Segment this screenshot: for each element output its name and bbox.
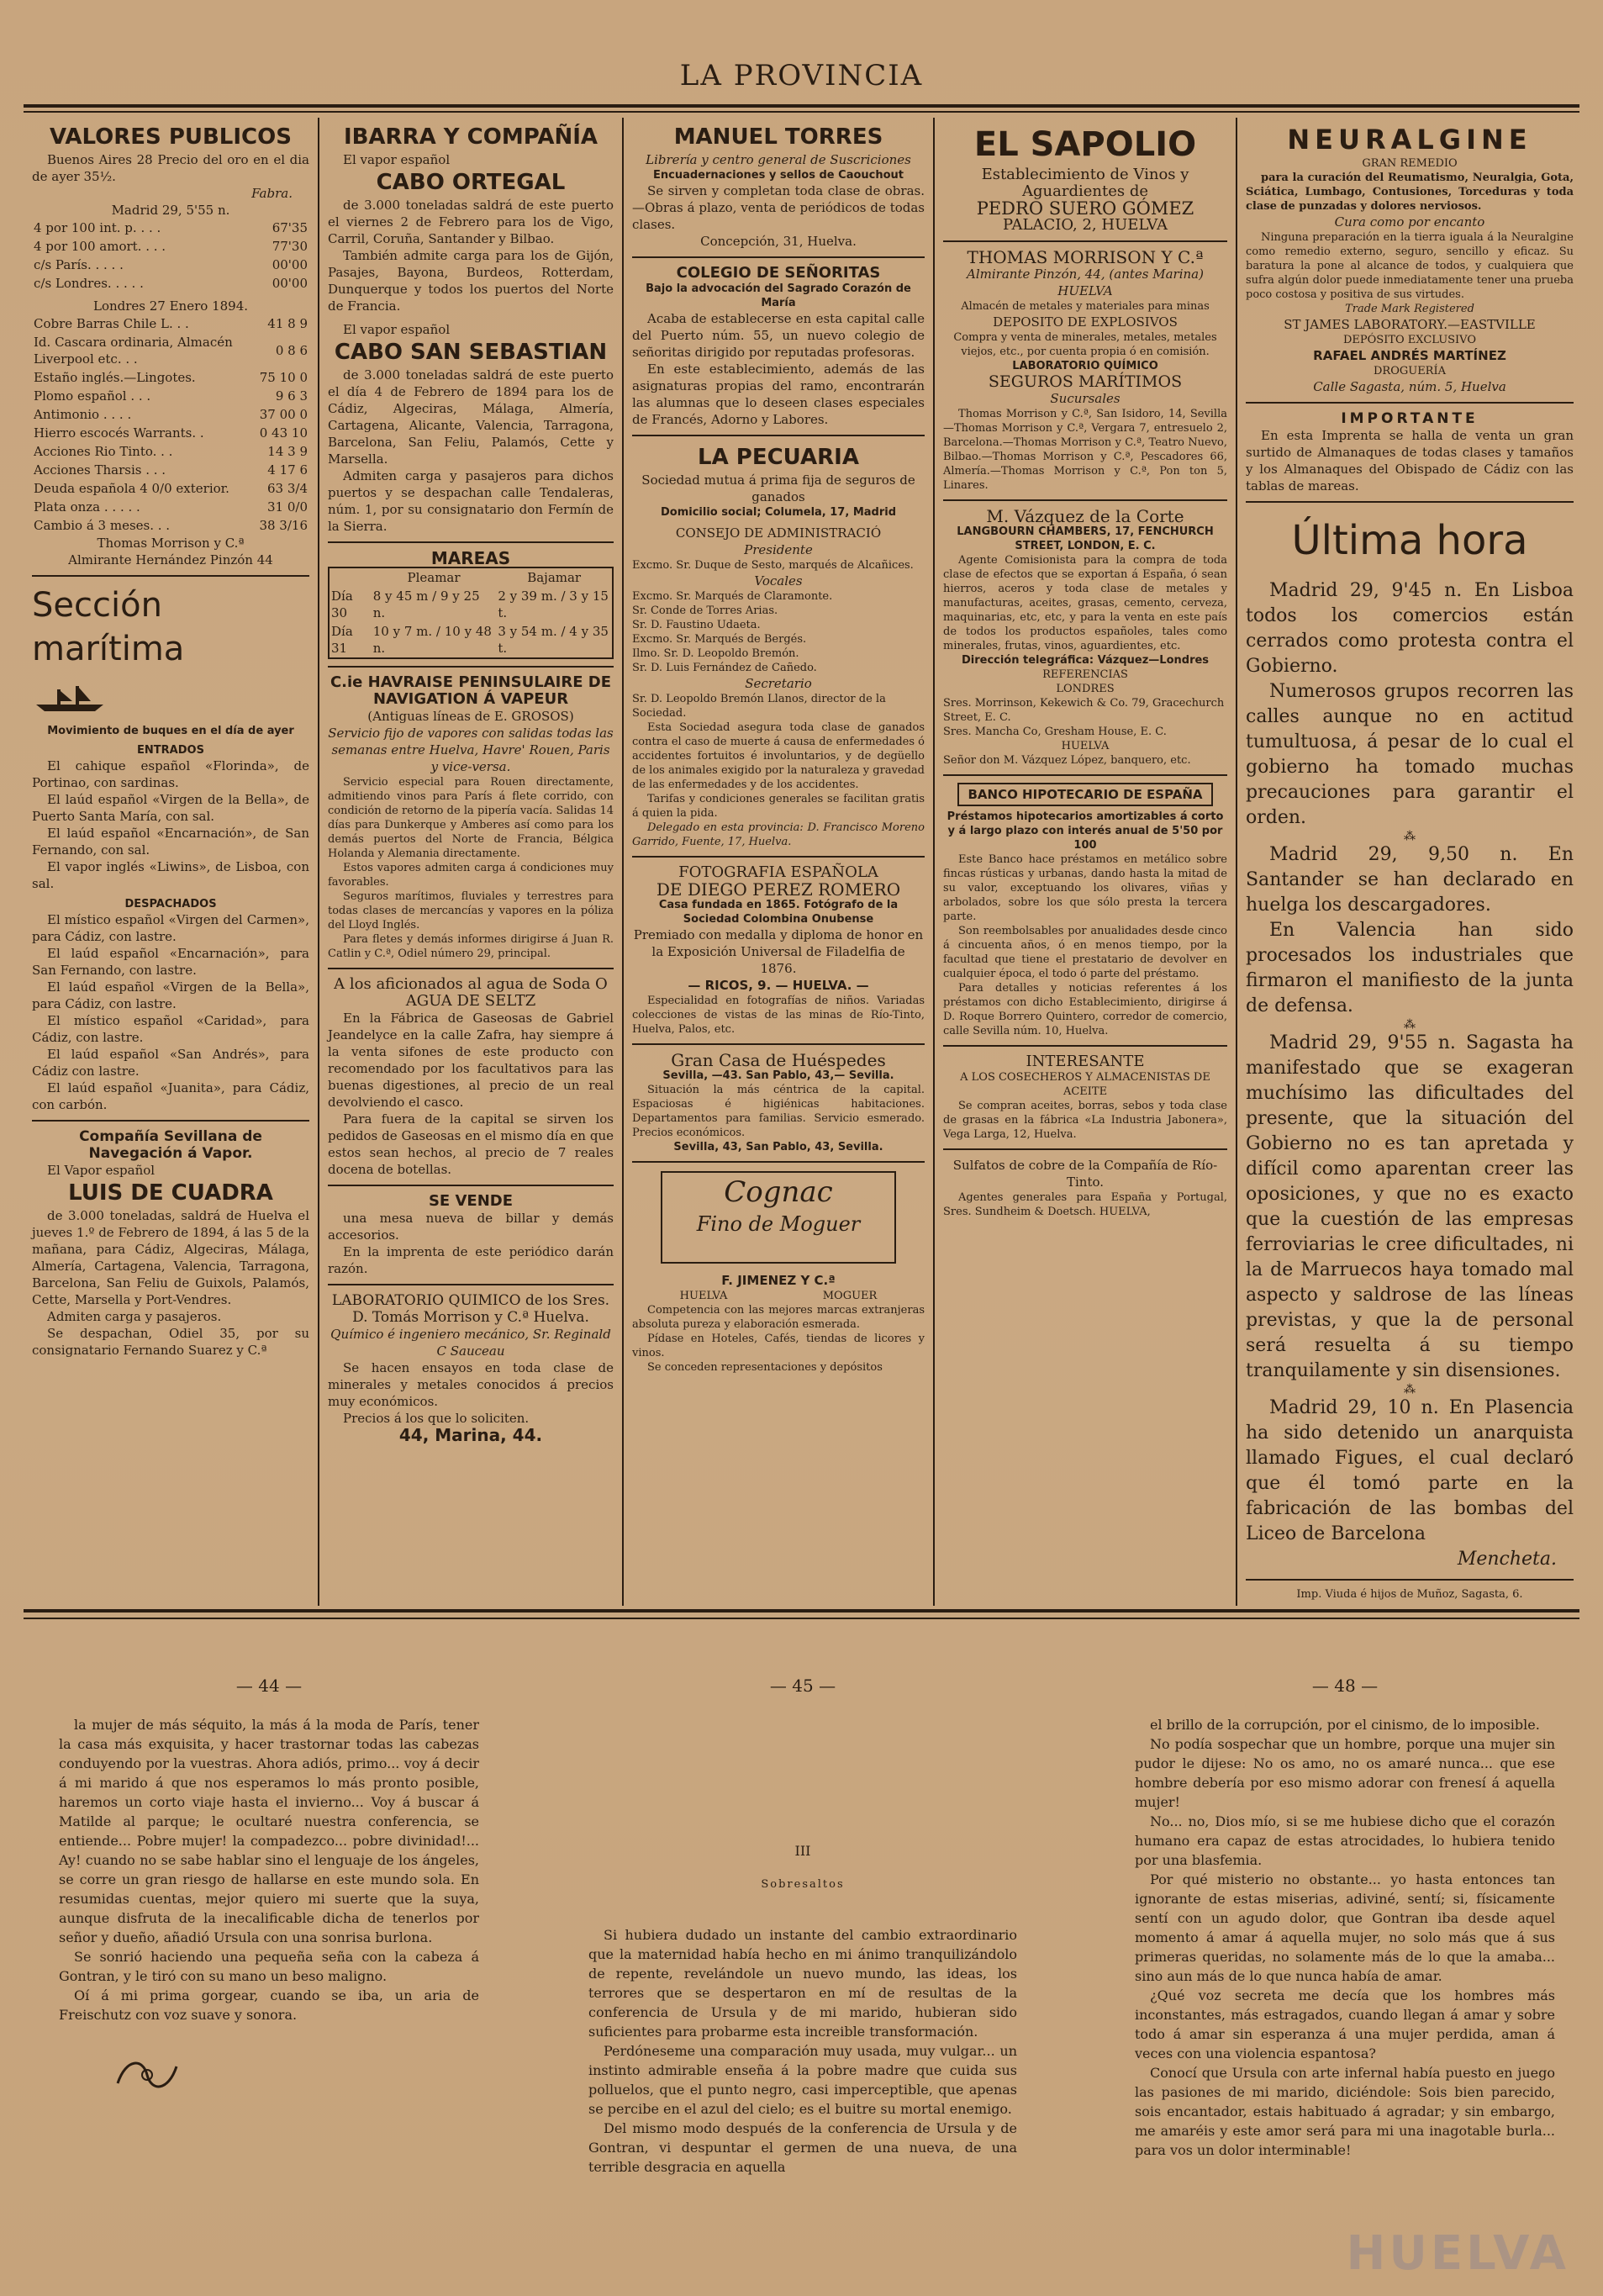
cognac-logo (661, 1171, 896, 1264)
divider (943, 240, 1227, 242)
list-item: Sres. Morrinson, Kekewich & Co. 79, Gracechurch Street, E. C. (943, 697, 1225, 724)
paragraph: Agentes generales para España y Portugal, Sres. Sundheim & Doetsch. HUELVA, (943, 1191, 1227, 1218)
paragraph: Se conceden representaciones y depósitos (647, 1361, 883, 1374)
table-row: Plata onza . . . . . 31 0/0 (34, 499, 308, 515)
subheading: Dirección telegráfica: Vázquez—Londres (961, 654, 1210, 667)
divider (328, 541, 614, 543)
list-item: El laúd español «Juanita», para Cádiz, con carbón. (32, 1080, 309, 1112)
paragraph: Para fuera de la capital se sirven los pedidos de Gaseosas en el mismo día en que estos sean hechos, al precio de 7 reales docena de botellas. (328, 1111, 614, 1177)
paragraph: En este establecimiento, además de las asignaturas propias del ramo, encontrarán las alumnas que lo deseen clases especiales de Francés, Adorno y Labores. (632, 362, 925, 427)
top-rule (24, 104, 1579, 108)
serial-page-44 (59, 1673, 479, 2105)
list-item: Señor don M. Vázquez López, banquero, etc. (943, 754, 1191, 767)
column-2 (319, 118, 622, 1640)
ad-title: THOMAS MORRISON Y C.ª (967, 247, 1204, 267)
paragraph: Tarifas y condiciones generales se facilitan gratis á quien la pida. (632, 793, 925, 820)
address: 44, Marina, 44. (398, 1425, 543, 1445)
tides-table (328, 567, 614, 659)
section-title: Última hora (1291, 517, 1528, 564)
subheading: Secretario (745, 676, 812, 691)
paragraph: Delegado en esta provincia: D. Francisco Moreno Garrido, Fuente, 17, Huelva. (632, 821, 925, 848)
logo-text: Fino de Moguer (696, 1212, 861, 1236)
news-item: Madrid 29, 9'45 n. En Lisboa todos los comercios están cerrados como protesta contra el Gobierno. (1246, 580, 1574, 677)
list-item: El cahique español «Florinda», de Portinao, con sardinas. (32, 758, 309, 790)
ad-title: Compañía Sevillana de Navegación á Vapor. (79, 1128, 262, 1162)
list-item: El místico español «Virgen del Carmen», para Cádiz, con lastre. (32, 912, 309, 944)
masthead: LA PROVINCIA (679, 59, 924, 92)
table-row: Deuda española 4 0/0 exterior. 63 3/4 (34, 481, 308, 496)
paragraph: Seguros marítimos, fluviales y terrestres para todas clases de mercancías y vapores en la póliza del Lloyd Inglés. (328, 890, 614, 932)
address: Almirante Pinzón, 44, (antes Marina) HUELVA (967, 267, 1204, 298)
column-4 (935, 118, 1236, 1640)
metals-table (32, 314, 309, 535)
chapter-title: Sobresaltos (761, 1878, 845, 1891)
paragraph: una mesa nueva de billar y demás accesorios. (328, 1211, 614, 1243)
divider (328, 666, 614, 668)
place-label: HUELVA (679, 1290, 728, 1302)
paragraph: Para fletes y demás informes dirigirse á Juan R. Catlin y C.ª, Odiel número 29, principal. (328, 933, 614, 960)
address: LANGBOURN CHAMBERS, 17, FENCHURCH STREET, LONDON, E. C. (957, 525, 1214, 552)
paragraph: Esta Sociedad asegura toda clase de ganados contra el caso de muerte á causa de enfermedades ó accidentes fortuitos é involuntarios, y de degüello de los animales exigido por la naturaleza y gravedad de las enfermedades y de los accidentes. (632, 721, 925, 791)
paragraph: Ninguna preparación en la tierra iguala á la Neuralgine como remedio externo, seguro, sencillo y eficaz. Su baratura la pone al alcance de todos, y cualquiera que sufra algún dolor puede inmediatamente tener una prueba poco costosa y positiva de sus virtudes. (1246, 231, 1574, 301)
ad-title: M. Vázquez de la Corte (986, 506, 1184, 526)
paragraph: Acaba de establecerse en esta capital calle del Puerto núm. 55, un nuevo colegio de señoritas dirigido por reputadas profesoras. (632, 311, 925, 360)
paragraph: No... no, Dios mío, si se me hubiese dicho que el corazón humano era capaz de estas atrocidades, lo hubiera tenido por una blasfemia. (1135, 1813, 1555, 1868)
ad-title: A los aficionados al agua de Soda O AGUA DE SELTZ (334, 975, 608, 1010)
subheading: GRAN REMEDIO (1362, 157, 1458, 170)
signature: Thomas Morrison y C.ª (97, 536, 245, 551)
paragraph: el brillo de la corrupción, por el cinismo, de lo imposible. (1150, 1717, 1540, 1733)
separator-stars: ⁂ (1404, 1018, 1416, 1032)
ship-name: CABO ORTEGAL (376, 170, 566, 195)
subheading: CONSEJO DE ADMINISTRACIÓ (675, 525, 882, 541)
ornament-icon (109, 2050, 185, 2100)
paragraph: Conocí que Ursula con arte infernal había puesto en juego las pasiones de mi marido, diciéndole: Sois bien parecido, sois encantador, estais habituado á agradar; y sin embargo, me amaréis y este amor será para mi una inagotable burla... para vos un dolor interminable! (1135, 2065, 1555, 2158)
section-title: IMPORTANTE (1341, 410, 1479, 427)
news-item: Numerosos grupos recorren las calles aunque no en actitud tumultuosa, á pesar de lo cual el gobierno ha tomado muchas precauciones para garantir el orden. (1246, 681, 1574, 828)
table-row: Acciones Rio Tinto. . . 14 3 9 (34, 444, 308, 459)
ship-icon (32, 681, 108, 715)
paragraph: Agente Comisionista para la compra de toda clase de efectos que se exportan á España, ó sean hierros, aceros y toda clase de metales y manufacturas, aceites, grasas, cemento, cerveza, maquinarias, etc, etc, y para la venta en este país de todos los productos españoles, tales como minerales, frutas, vinos, aguardientes, etc. (943, 554, 1227, 652)
divider (1246, 501, 1574, 503)
subheading: Sociedad mutua á prima fija de seguros de ganados (641, 472, 915, 504)
paragraph: En la Fábrica de Gaseosas de Gabriel Jeandelyce en la calle Zafra, hay siempre á la venta sifones de este producto con recomendado por los facultativos para las buenas digestiones, al precio de un real devolviendo el casco. (328, 1011, 614, 1110)
paragraph: Oí á mi prima gorgear, cuando se iba, un aria de Freischutz con voz suave y sonora. (59, 1987, 479, 2023)
address: Domicilio social; Columela, 17, Madrid (660, 506, 897, 519)
table-row: Hierro escocés Warrants. . 0 43 10 (34, 425, 308, 441)
subheading: Bajo la advocación del Sagrado Corazón de María (646, 282, 911, 309)
paragraph: Admiten carga y pasajeros para dichos puertos y se despachan calle Tendaleras, núm. 1, por su consignatario don Fermín de la Sierra. (328, 468, 614, 534)
paragraph: Son reembolsables por anualidades desde cinco á cincuenta años, ó en menos tiempo, por la facultad que tiene el prestatario de devolver en cualquier época, el todo ó parte del préstamo. (943, 925, 1227, 980)
divider (32, 575, 309, 577)
paragraph: Del mismo modo después de la conferencia de Ursula y de Gontran, vi despuntar el germen de una nueva, de una terrible desgracia en aquella (588, 2120, 1017, 2175)
paragraph: Se compran aceites, borras, sebos y toda clase de grasas en la fábrica «La Industria Jabonera», Vega Larga, 12, Huelva. (943, 1100, 1227, 1141)
subheading: Vocales (754, 573, 803, 589)
paragraph: Se despachan, Odiel 35, por su consignatario Fernando Suarez y C.ª (32, 1326, 309, 1358)
divider (328, 1284, 614, 1285)
ad-title: LA PECUARIA (698, 445, 859, 470)
table-row: Día 30 8 y 45 m / 9 y 25 n. 2 y 39 m. / 3 y 15 t. (331, 589, 609, 620)
column-3 (624, 118, 933, 1640)
ad-title: Sulfatos de cobre de la Compañía de Río-Tinto. (952, 1158, 1218, 1190)
paragraph: Pídase en Hoteles, Cafés, tiendas de licores y vinos. (632, 1333, 925, 1359)
subheading: ENTRADOS (137, 744, 204, 757)
divider (943, 1045, 1227, 1047)
printer-imprint: Imp. Viuda é hijos de Muñoz, Sagasta, 6. (1296, 1588, 1523, 1601)
list-item: Excmo. Sr. Marqués de Bergés. (632, 633, 807, 646)
divider (1246, 1579, 1574, 1581)
logo-text: Cognac (724, 1175, 833, 1209)
divider (943, 774, 1227, 776)
ad-title: INTERESANTE (1026, 1053, 1145, 1070)
paragraph: Situación la más céntrica de la capital. Espaciosas é higiénicas habitaciones. Departamentos para familias. Servicio esmerado. Precios económicos. (632, 1084, 925, 1139)
ad-title: C.ie HAVRAISE PENINSULAIRE DE NAVIGATION Á VAPEUR (330, 673, 612, 708)
separator-stars: ⁂ (1404, 1383, 1416, 1396)
top-rule-thin (24, 111, 1579, 113)
serial-page-45 (588, 1673, 1017, 2177)
page-number: — 48 — (1311, 1676, 1379, 1696)
subheading: Cura como por encanto (1334, 214, 1485, 230)
list-item: El laúd español «Virgen de la Bella», de Puerto Santa María, con sal. (32, 792, 309, 824)
divider (32, 1120, 309, 1122)
list-item: El vapor inglés «Liwins», de Lisboa, con sal. (32, 859, 309, 891)
paragraph: Perdóneseme una comparación muy usada, muy vulgar... un instinto admirable enseña á la pobre madre que cuida sus polluelos, que el punto negro, casi imperceptible, que apenas se percibe en el azul del cielo; es el buitre su mortal enemigo. (588, 2043, 1017, 2117)
list-item: Sr. Conde de Torres Arias. (632, 604, 778, 617)
divider (632, 256, 925, 258)
subheading: LABORATORIO QUÍMICO (1012, 360, 1158, 372)
ad-title: MANUEL TORRES (673, 124, 883, 150)
dateline: Londres 27 Enero 1894. (92, 298, 249, 314)
place-label: MOGUER (822, 1290, 878, 1302)
section-title: Sección marítima (32, 586, 185, 668)
signature-address: Almirante Hernández Pinzón 44 (68, 552, 273, 567)
ad-title: F. JIMENEZ Y C.ª (721, 1273, 836, 1288)
divider (943, 1148, 1227, 1150)
paragraph: El vapor español (343, 152, 451, 167)
table-row: Día 31 10 y 7 m. / 10 y 48 n. 3 y 54 m. / 4 y 35 t. (331, 624, 609, 656)
paragraph: Por qué misterio no obstante... yo hasta entonces tan ignorante de estas miserias, adiviné, sentí; si, físicamente sentí con un agudo dolor, que Gontran iba desde aquel momento á amar á aquella mujer, no solo más que á sus primeras queridas, no solamente más de lo que la amaba... sino aun más de lo que nunca había de amar. (1135, 1871, 1555, 1984)
list-item: Excmo. Sr. Duque de Sesto, marqués de Alcañices. (632, 559, 914, 572)
list-item: El místico español «Caridad», para Cádiz, con lastre. (32, 1013, 309, 1045)
page-number: — 44 — (235, 1676, 303, 1696)
table-row: c/s París. . . . . 00'00 (34, 257, 308, 272)
paragraph: Para detalles y noticias referentes á los préstamos con dicho Establecimiento, dirigirse á D. Roque Borrero Quintero, corredor de comercio, calle Sevilla núm. 10, Huelva. (943, 982, 1227, 1037)
ad-title: DE DIEGO PEREZ ROMERO (656, 879, 901, 900)
subheading: ST JAMES LABORATORY.—EASTVILLE (1284, 317, 1536, 332)
paragraph: Químico é ingeniero mecánico, Sr. Reginald C Sauceau (330, 1327, 611, 1359)
table-row: Plomo español . . . 9 6 3 (34, 388, 308, 404)
address: Sevilla, —43. San Pablo, 43,— Sevilla. (662, 1069, 894, 1082)
subheading: REFERENCIAS (1042, 668, 1128, 681)
address: Concepción, 31, Huelva. (700, 234, 857, 249)
divider (632, 1043, 925, 1045)
table-row: Id. Cascara ordinaria, Almacén Liverpool etc. . . 0 8 6 (34, 335, 308, 367)
ad-title: COLEGIO DE SEÑORITAS (676, 264, 881, 282)
list-item: El laúd español «Encarnación», de San Fernando, con sal. (32, 826, 309, 858)
divider (632, 1161, 925, 1163)
list-item: Sr. D. Luis Fernández de Cañedo. (632, 662, 817, 674)
paragraph: la mujer de más séquito, la más á la moda de París, tener la casa más exquisita, y hacer trastornar todas las cabezas conduyendo por la vuestras. Ahora adiós, primo... voy á decir á mi marido á que nos esperamos lo más pronto posible, haremos un corto viaje hasta el invierno... Voy á buscar á Matilde al parque; le ocultaré nuestra conferencia, se entiende... Pobre mujer! la compadezco... pobre divinidad!... Ay! cuando no se sabe hablar sino el lenguaje de los ángeles, se corre un gran riesgo de hallarse en este mundo sola. En resumidas cuentas, mejor quiero mi suerte que la suya, aunque disfruta de la inecalificable dicha de tenerlos por señor y dueño, añadió Ursula con una sonrisa burlona. (59, 1717, 479, 1945)
subheading: Movimiento de buques en el día de ayer (47, 725, 294, 737)
paragraph: Se hacen ensayos en toda clase de minerales y metales conocidos á precios muy económicos. (328, 1360, 614, 1409)
paragraph: Estos vapores admiten carga á condiciones muy favorables. (328, 862, 614, 889)
bottom-rule (24, 1609, 1579, 1612)
list-item: Excmo. Sr. Marqués de Claramonte. (632, 590, 833, 603)
section-title: MAREAS (430, 548, 511, 568)
column-1 (24, 118, 318, 1640)
signature: Mencheta. (1457, 1549, 1557, 1570)
table-row: Estaño inglés.—Lingotes. 75 10 0 (34, 370, 308, 385)
quotes-table (32, 219, 309, 293)
paragraph: El vapor español (343, 322, 451, 337)
subheading: Préstamos hipotecarios amortizables á corto y á largo plazo con interés anual de 5'50 por 100 (947, 810, 1224, 852)
paragraph: El Vapor español (47, 1163, 156, 1178)
paragraph: Este Banco hace préstamos en metálico sobre fincas rústicas y urbanas, dando hasta la mitad de su valor, exceptuando los olivares, viñas y arbolados, sobre los que sólo presta la tercera parte. (943, 853, 1227, 923)
list-item: Ilmo. Sr. D. Leopoldo Bremón. (632, 647, 799, 660)
paragraph: En la imprenta de este periódico darán razón. (328, 1244, 614, 1276)
list-item: El laúd español «Virgen de la Bella», para Cádiz, con lastre. (32, 979, 309, 1011)
archive-stamp: HUELVA (1346, 2226, 1569, 2281)
page-number: — 45 — (769, 1676, 836, 1696)
list-item: Sres. Mancha Co, Gresham House, E. C. (943, 726, 1167, 738)
subheading: HUELVA (1061, 740, 1110, 752)
subheading: DROGUERÍA (1373, 365, 1446, 377)
logo-places (632, 1289, 925, 1303)
table-row: Cambio á 3 meses. . . 38 3/16 (34, 518, 308, 533)
paragraph: Servicio especial para Rouen directamente, admitiendo vinos para París á flete corrido, con condición de retorno de la pipería vacía. Salidas 14 días para Dunkerque y Amberes así como para los demás puertos del Norte de Francia, Bélgica Holanda y Alemania directamente. (328, 776, 614, 860)
dateline: Madrid 29, 5'55 n. (111, 203, 230, 218)
address: — RICOS, 9. — HUELVA. — (688, 978, 869, 993)
address: Calle Sagasta, núm. 5, Huelva (1313, 379, 1506, 394)
paragraph: Servicio fijo de vapores con salidas todas las semanas entre Huelva, Havre' Rouen, Paris y vice-versa. (328, 726, 614, 774)
paragraph: Se sirven y completan toda clase de obras.—Obras á plazo, venta de periódicos de todas clases. (632, 183, 925, 232)
paragraph: para la curación del Reumatismo, Neuralgia, Gota, Sciática, Lumbago, Contusiones, Torceduras y toda clase de punzadas y dolores nerviosos. (1246, 172, 1574, 213)
divider (943, 499, 1227, 501)
breaking-news (1246, 578, 1574, 1572)
column-5 (1237, 118, 1582, 1640)
paragraph: Si hubiera dudado un instante del cambio extraordinario que la maternidad había hecho en mi ánimo tranquilizándolo de repente, revelándole un nuevo mundo, las ideas, los terrores que se despertaron en mí de resultas de la conferencia de Ursula y de mi marido, hubieran sido suficientes para probarme esta increible transformación. (588, 1927, 1017, 2040)
paragraph: También admite carga para los de Gijón, Pasajes, Bayona, Burdeos, Rotterdam, Dunquerque y todos los puertos del Norte de Francia. (328, 248, 614, 314)
ship-name: LUIS DE CUADRA (68, 1180, 273, 1206)
paragraph: Buenos Aires 28 Precio del oro en el dia de ayer 35½. (32, 152, 309, 184)
ad-title: RAFAEL ANDRÉS MARTÍNEZ (1313, 348, 1506, 363)
news-item: Madrid 29, 9,50 n. En Santander se han declarado en huelga los descargadores. (1246, 844, 1574, 916)
subheading: Trade Mark Registered (1345, 303, 1474, 315)
table-row: 4 por 100 int. p. . . . 67'35 (34, 220, 308, 235)
subheading: DEPÓSITO EXCLUSIVO (1342, 334, 1477, 346)
ship-name: CABO SAN SEBASTIAN (334, 340, 608, 365)
paragraph: Premiado con medalla y diploma de honor en la Exposición Universal de Filadelfia de 1876. (633, 927, 924, 976)
ad-title: NEURALGINE (1287, 124, 1532, 156)
table-row: Acciones Tharsis . . . 4 17 6 (34, 462, 308, 478)
paragraph: Compra y venta de minerales, metales, metales viejos, etc., por cuenta propia ó en comisión. (953, 331, 1217, 358)
paragraph: Precios á los que lo soliciten. (343, 1411, 530, 1426)
paragraph: Admiten carga y pasajeros. (47, 1309, 222, 1324)
paragraph: Thomas Morrison y C.ª, San Isidoro, 14, Sevilla—Thomas Morrison y C.ª, Vergara 7, entresuelo 2, Barcelona.—Thomas Morrison y C.ª, Teatro Nuevo, Bilbao.—Thomas Morrison y C.ª, Pescadores 66, Almería.—Thomas Morrison y C.ª, Pon ton 5, Linares. (943, 408, 1227, 492)
paragraph: ¿Qué voz secreta me decía que los hombres más inconstantes, más estragados, cuando llegan á amar y sobre todo á amar sin esperanza á una mujer perdida, aman á veces con una violencia espantosa? (1135, 1987, 1555, 2061)
divider (632, 856, 925, 858)
subheading: A LOS COSECHEROS Y ALMACENISTAS DE ACEITE (960, 1071, 1210, 1098)
table-row: Antimonio . . . . 37 00 0 (34, 407, 308, 422)
section-title: VALORES PUBLICOS (50, 124, 292, 150)
ad-title: IBARRA Y COMPAÑÍA (343, 124, 598, 150)
subheading: (Antiguas líneas de E. GROSOS) (367, 709, 574, 724)
ad-title: BANCO HIPOTECARIO DE ESPAÑA (957, 783, 1212, 806)
subheading: Presidente (744, 542, 813, 557)
bottom-rule-thin (24, 1618, 1579, 1619)
list-item: Sr. D. Leopoldo Bremón Llanos, director de la Sociedad. (632, 693, 886, 720)
paragraph: Almacén de metales y materiales para minas (961, 300, 1210, 313)
divider (1246, 402, 1574, 404)
ad-title: PEDRO SUERO GÓMEZ (976, 198, 1194, 219)
subheading: Establecimiento de Vinos y Aguardientes de (981, 166, 1189, 200)
paragraph: de 3.000 toneladas saldrá de este puerto el viernes 2 de Febrero para los de Vigo, Carril, Coruña, Santander y Bilbao. (328, 198, 614, 246)
separator-stars: ⁂ (1404, 830, 1416, 843)
paragraph: Especialidad en fotografías de niños. Variadas colecciones de vistas de las minas de Río-Tinto, Huelva, Palos, etc. (632, 995, 925, 1036)
ad-title: Gran Casa de Huéspedes (671, 1050, 886, 1070)
list-item: El laúd español «Encarnación», para San Fernando, con lastre. (32, 946, 309, 978)
divider (632, 435, 925, 436)
paragraph: de 3.000 toneladas, saldrá de Huelva el jueves 1.º de Febrero de 1894, á las 5 de la mañana, para Cádiz, Algeciras, Málaga, Almería, Cartagena, Valencia, Tarragona, Barcelona, San Feliu de Guixols, Palamós, Cette, Marsella y Port-Vendres. (32, 1208, 309, 1307)
table-row: c/s Londres. . . . . 00'00 (34, 276, 308, 291)
news-item: En Valencia han sido procesados los industriales que firmaron el manifiesto de la junta de defensa. (1246, 920, 1574, 1016)
subheading: Sucursales (1050, 391, 1121, 406)
subheading: DEPOSITO DE EXPLOSIVOS (993, 314, 1178, 330)
table-row: 4 por 100 amort. . . . 77'30 (34, 239, 308, 254)
subheading: Librería y centro general de Suscriciones (646, 152, 911, 167)
paragraph: Se sonrió haciendo una pequeña seña con la cabeza á Gontran, y le tiró con su mano un beso maligno. (59, 1949, 479, 1984)
table-row: Cobre Barras Chile L. . . 41 8 9 (34, 316, 308, 331)
address: Sevilla, 43, San Pablo, 43, Sevilla. (673, 1141, 883, 1153)
list-item: Sr. D. Faustino Udaeta. (632, 619, 761, 631)
subheading: LONDRES (1056, 683, 1115, 695)
ad-title: LABORATORIO QUIMICO de los Sres. D. Tomás Morrison y C.ª Huelva. (331, 1292, 610, 1326)
chapter-number: III (794, 1843, 811, 1859)
ad-title: FOTOGRAFIA ESPAÑOLA (678, 863, 878, 881)
paragraph: Competencia con las mejores marcas extranjeras absoluta pureza y elaboración esmerada. (632, 1304, 925, 1331)
signature: Fabra. (251, 186, 293, 201)
divider (328, 1185, 614, 1186)
list-item: El laúd español «San Andrés», para Cádiz con lastre. (32, 1047, 309, 1079)
address: PALACIO, 2, HUELVA (1003, 216, 1168, 234)
ad-title: SE VENDE (428, 1192, 514, 1210)
divider (328, 968, 614, 969)
paragraph: No podía sospechar que un hombre, porque una mujer sin pudor le dijese: No os amo, no os amaré nunca... que ese hombre debería por eso mismo adorar con frenesí á aquella mujer! (1135, 1736, 1555, 1810)
paragraph: En esta Imprenta se halla de venta un gran surtido de Almanaques de todas clases y tamaños y los Almanaques del Obispado de Cádiz con las tablas de mareas. (1246, 428, 1574, 494)
subheading: DESPACHADOS (124, 898, 217, 910)
serial-page-48 (1135, 1673, 1555, 2160)
table-row: Pleamar Bajamar (407, 570, 582, 585)
news-item: Madrid 29, 9'55 n. Sagasta ha manifestado que se exageran muchísimo las dificultades del presente, que la situación del Gobierno no es tan apretada y difícil como aparentan creer las oposiciones, y que no es exacto que la cuestión de las empresas ferroviarias le cree dificultades, ni la de Marruecos haya tomado mal aspecto y saldrose de las líneas previstas, y que la de personal será resuelta á su tiempo tranquilamente y sin disensiones. (1246, 1032, 1574, 1381)
news-item: Madrid 29, 10 n. En Plasencia ha sido detenido un anarquista llamado Figues, el cual declaró que él tomó parte en la fabricación de las bombas del Liceo de Barcelona (1246, 1397, 1574, 1544)
subheading: SEGUROS MARÍTIMOS (988, 372, 1183, 391)
subheading: Casa fundada en 1865. Fotógrafo de la Sociedad Colombina Onubense (658, 899, 899, 926)
subheading: Encuadernaciones y sellos de Caouchout (652, 169, 904, 182)
paragraph: de 3.000 toneladas saldrá de este puerto el día 4 de Febrero de 1894 para los de Cádiz, Algeciras, Málaga, Almería, Cartagena, Alicante, Valencia, Tarragona, Barcelona, San Feliu, Palamós, Cette y Marsella. (328, 367, 614, 467)
ad-title: EL SAPOLIO (973, 125, 1197, 164)
